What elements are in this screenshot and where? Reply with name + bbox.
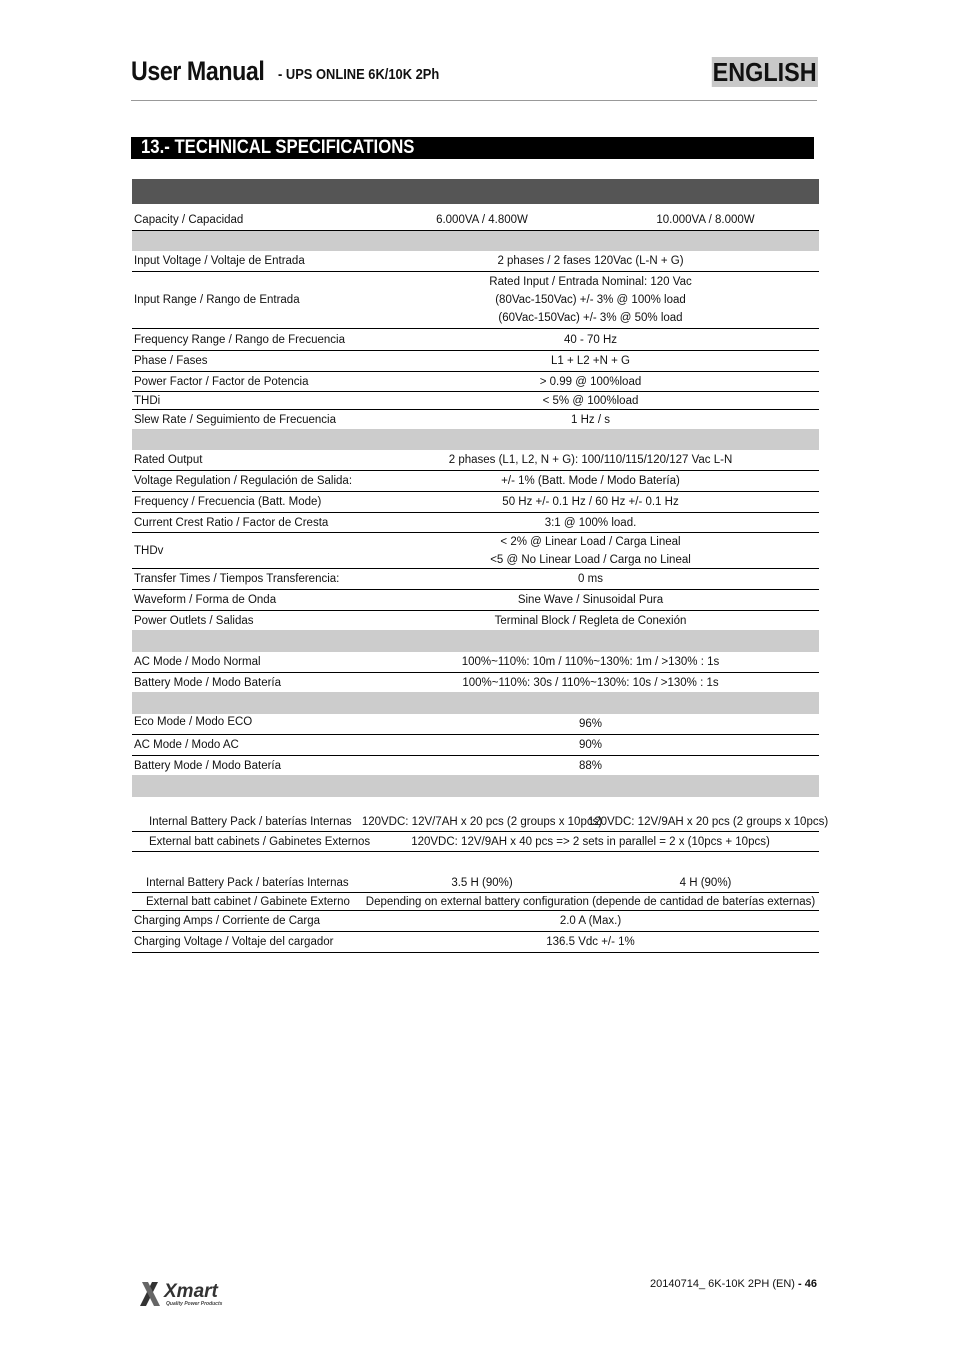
row-value: 96%: [578, 718, 603, 730]
table-row: [132, 513, 819, 533]
value-6k: 6.000VA / 4.800W: [436, 213, 528, 226]
row-label: Battery Mode / Modo Batería: [134, 759, 282, 772]
row-label: Battery Mode / Modo Batería: [134, 676, 282, 689]
row-label: AC Mode / Modo Normal: [134, 656, 261, 668]
table-row: [132, 209, 819, 231]
table-row: [132, 471, 819, 492]
row-label: Charging Amps / Corriente de Carga: [134, 915, 321, 927]
table-row: [132, 611, 819, 630]
row-label: Waveform / Forma de Onda: [134, 594, 277, 606]
page-number: - 46: [798, 1278, 817, 1290]
row-label: Capacity / Capacidad: [134, 213, 244, 226]
table-row: [132, 251, 819, 272]
table-row: [132, 372, 819, 392]
table-row: [132, 533, 819, 569]
value-line: <5 @ No Linear Load / Carga no Lineal: [490, 553, 691, 566]
row-label: Rated Output: [134, 454, 203, 466]
row-label: Power Factor / Factor de Potencia: [134, 375, 309, 388]
table-row: [132, 735, 819, 756]
section-band-output: [132, 429, 819, 450]
row-value: 50 Hz +/- 0.1 Hz / 60 Hz +/- 0.1 Hz: [502, 496, 679, 508]
value-10k: 4 H (90%): [679, 876, 732, 889]
page-title: User Manual: [131, 56, 265, 86]
row-value: Terminal Block / Regleta de Conexión: [494, 614, 687, 627]
table-row: [132, 410, 819, 429]
document-code: 20140714_ 6K-10K 2PH (EN): [650, 1278, 795, 1290]
row-value: [362, 533, 819, 568]
row-value: L1 + L2 +N + G: [551, 355, 630, 367]
section-band-efficiency: [132, 692, 819, 714]
row-label: External batt cabinet / Gabinete Externo: [146, 895, 350, 908]
table-row: [132, 873, 819, 893]
table-row: [132, 932, 819, 953]
product-subtitle: - UPS ONLINE 6K/10K 2Ph: [278, 66, 440, 83]
row-value: 2.0 A (Max.): [559, 915, 622, 927]
row-value: 90%: [578, 739, 603, 751]
row-label: Transfer Times / Tiempos Transferencia:: [134, 573, 340, 585]
table-row: [132, 832, 819, 852]
header-divider: [131, 100, 817, 101]
row-value: 100%~110%: 30s / 110%~130%: 10s / >130% : 1s: [462, 676, 719, 689]
row-value: 88%: [578, 759, 603, 772]
value-line: Rated Input / Entrada Nominal: 120 Vac: [489, 276, 692, 288]
table-row: [132, 590, 819, 611]
row-label: Power Outlets / Salidas: [134, 614, 254, 627]
row-value: 120VDC: 12V/9AH x 40 pcs => 2 sets in parallel = 2 x (10pcs + 10pcs): [411, 835, 770, 848]
row-value: 40 - 70 Hz: [563, 333, 618, 346]
table-row: [132, 673, 819, 692]
row-value: Sine Wave / Sinusoidal Pura: [517, 594, 664, 606]
row-value: 2 phases (L1, L2, N + G): 100/110/115/120/127 Vac L-N: [448, 454, 733, 466]
table-row: [132, 450, 819, 471]
row-label: Current Crest Ratio / Factor de Cresta: [134, 516, 329, 529]
table-row: [132, 272, 819, 329]
table-row: [132, 351, 819, 372]
table-row: [132, 911, 819, 932]
table-header-band: [132, 179, 819, 204]
value-10k: 10.000VA / 8.000W: [656, 213, 755, 226]
row-label: Charging Voltage / Voltaje del cargador: [134, 936, 334, 948]
row-label: AC Mode / Modo AC: [134, 739, 239, 751]
table-row: [132, 714, 819, 735]
section-title: 13.- TECHNICAL SPECIFICATIONS: [141, 137, 415, 158]
row-label: Internal Battery Pack / baterías Internas: [149, 816, 352, 828]
language-label: ENGLISH: [713, 57, 818, 87]
row-label: Input Voltage / Voltaje de Entrada: [134, 255, 305, 267]
row-label: External batt cabinets / Gabinetes Externos: [149, 835, 371, 848]
row-value: +/- 1% (Batt. Mode / Modo Batería): [501, 475, 680, 487]
value-line: (80Vac-150Vac) +/- 3% @ 100% load: [495, 294, 686, 306]
row-label: THDv: [134, 544, 164, 557]
table-row: [132, 492, 819, 513]
section-band-input: [132, 231, 819, 251]
row-label: Eco Mode / Modo ECO: [134, 716, 253, 728]
value-10k: 120VDC: 12V/9AH x 20 pcs (2 groups x 10pcs): [587, 816, 829, 828]
row-value: 136.5 Vdc +/- 1%: [546, 936, 635, 948]
table-row: [132, 652, 819, 673]
row-value: Depending on external battery configuration (depende de cantidad de baterías externas): [365, 895, 816, 908]
row-value: 100%~110%: 10m / 110%~130%: 1m / >130% : 1s: [461, 656, 720, 668]
section-band-overload: [132, 630, 819, 652]
value-6k: 3.5 H (90%): [451, 876, 513, 889]
row-value: [362, 272, 819, 328]
logo-tagline: Quality Power Products: [166, 1301, 223, 1307]
row-label: Input Range / Rango de Entrada: [134, 294, 300, 306]
row-value: < 5% @ 100%load: [542, 394, 639, 407]
table-row: [132, 893, 819, 911]
row-label: THDi: [134, 394, 161, 407]
footer-reference: [650, 1278, 817, 1290]
table-row: [132, 569, 819, 590]
value-6k: 120VDC: 12V/7AH x 20 pcs (2 groups x 10pcs): [361, 816, 603, 828]
value-line: < 2% @ Linear Load / Carga Lineal: [500, 535, 681, 548]
row-value: 2 phases / 2 fases 120Vac (L-N + G): [497, 255, 684, 267]
row-label: Frequency / Frecuencia (Batt. Mode): [134, 496, 322, 508]
section-heading-bar: [131, 137, 814, 159]
row-value: > 0.99 @ 100%load: [539, 375, 642, 388]
row-label: Voltage Regulation / Regulación de Salida:: [134, 475, 353, 487]
table-row: [132, 813, 829, 832]
row-label: Frequency Range / Rango de Frecuencia: [134, 333, 345, 346]
section-band-battery: [132, 775, 819, 797]
row-value: 3:1 @ 100% load.: [544, 516, 637, 529]
table-row: [132, 756, 819, 775]
table-row: [132, 329, 819, 351]
row-value: 1 Hz / s: [571, 413, 610, 426]
row-label: Internal Battery Pack / baterías Internas: [146, 876, 349, 889]
row-label: Phase / Fases: [134, 355, 208, 367]
row-value: 0 ms: [578, 573, 603, 585]
value-line: (60Vac-150Vac) +/- 3% @ 50% load: [498, 312, 683, 324]
xmart-logo: [138, 1278, 254, 1308]
table-row: [132, 392, 819, 410]
logo-wordmark: Xmart: [164, 1281, 218, 1302]
row-label: Slew Rate / Seguimiento de Frecuencia: [134, 413, 336, 426]
